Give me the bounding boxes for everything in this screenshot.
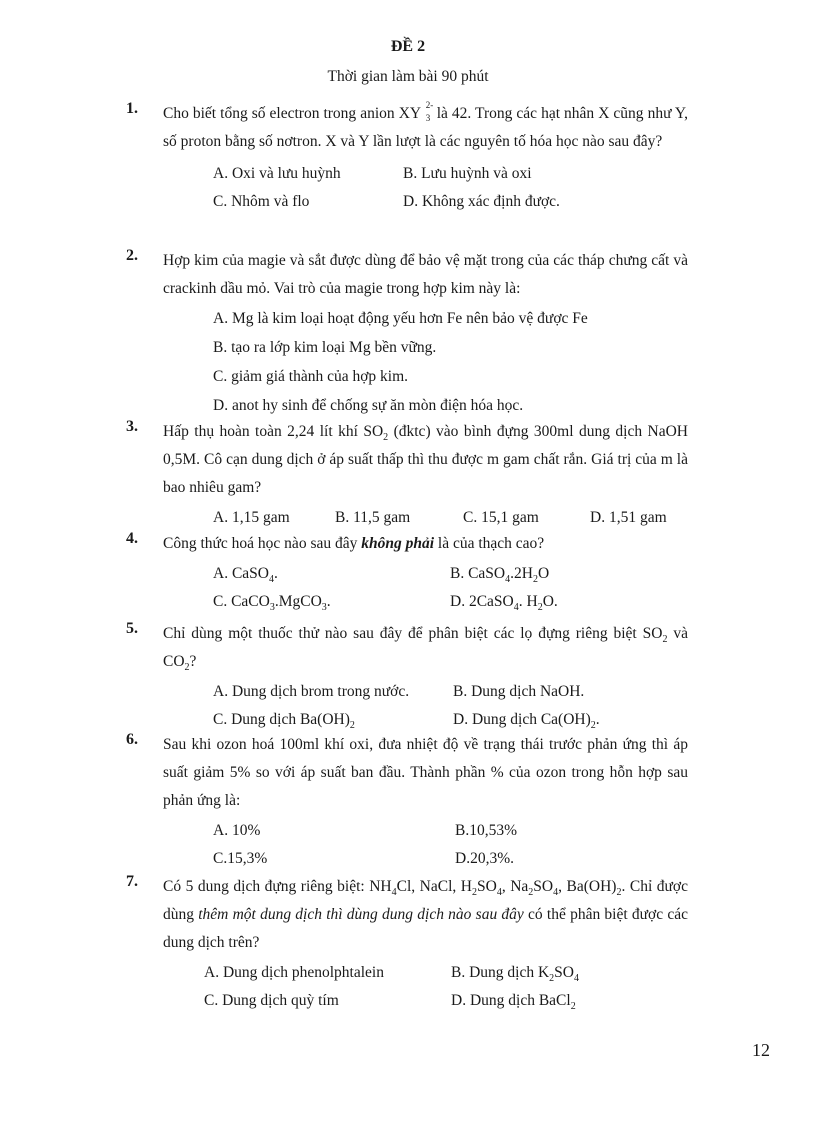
- formula: .: [595, 711, 600, 728]
- subscript: 4: [391, 887, 397, 899]
- question-number: 1.: [126, 100, 138, 117]
- option-a[interactable]: A. Mg là kim loại hoạt động yếu hơn Fe nên bảo vệ được Fe: [213, 310, 588, 327]
- option-d[interactable]: D. 1,51 gam: [590, 509, 667, 526]
- formula: D. Dung dịch BaCl: [451, 992, 571, 1009]
- subscript: 2: [532, 574, 538, 586]
- question-1: [126, 100, 688, 216]
- text-part: SO: [533, 878, 554, 895]
- option-d[interactable]: D.20,3%.: [455, 850, 514, 867]
- subscript: 4: [513, 602, 519, 614]
- text-part: là 42. Trong các hạt nhân X cũng như Y, số proton bằng số nơtron. X và Y lần lượt là các nguyên tố hóa học nào sau đây?: [163, 105, 688, 150]
- anion-formula: [399, 100, 433, 128]
- subscript: 3: [425, 113, 431, 123]
- question-number: 4.: [126, 530, 138, 547]
- text-part: (đktc) vào bình đựng 300ml dung dịch NaOH 0,5M. Cô cạn dung dịch ở áp suất thấp thì thu được m gam chất rắn. Giá trị của m là bao nhiêu gam?: [163, 423, 688, 496]
- question-text: [163, 530, 688, 558]
- question-number: 5.: [126, 620, 138, 637]
- text-part: có thể phân biệt được các dung dịch trên?: [163, 906, 688, 951]
- option-a[interactable]: A. Oxi và lưu huỳnh: [213, 165, 341, 182]
- subscript: 2: [662, 634, 668, 646]
- question-text: [163, 873, 688, 957]
- option-c[interactable]: C. giảm giá thành của hợp kim.: [213, 368, 409, 385]
- text-part: Công thức hoá học nào sau đây: [163, 535, 362, 552]
- answer-options: [213, 305, 688, 421]
- question-text: [163, 100, 688, 156]
- question-4: [126, 530, 688, 616]
- emphasis: không phải: [361, 535, 435, 552]
- question-7: [126, 873, 688, 1015]
- subscript: 2: [184, 662, 190, 674]
- subscript: 2: [349, 720, 355, 732]
- subscript: 4: [553, 887, 559, 899]
- text-part: Chỉ dùng một thuốc thử nào sau đây để phân biệt các lọ đựng riêng biệt SO: [163, 625, 663, 642]
- option-c[interactable]: [213, 706, 355, 734]
- text-part: , Na: [501, 878, 529, 895]
- option-a[interactable]: [213, 560, 278, 588]
- subscript: 2: [590, 720, 596, 732]
- formula: B. Dung dịch K: [451, 964, 550, 981]
- subscript: 2: [549, 973, 555, 985]
- option-b[interactable]: B. Dung dịch NaOH.: [453, 683, 585, 700]
- subscript: 2: [383, 432, 389, 444]
- option-c[interactable]: C. Dung dịch quỳ tím: [204, 992, 339, 1009]
- question-text: Sau khi ozon hoá 100ml khí oxi, đưa nhiệt độ về trạng thái trước phản ứng thì áp suất giảm 5% so với áp suất ban đầu. Thành phần % của ozon trong hỗn hợp sau phản ứng là:: [163, 736, 688, 809]
- text-part: Hấp thụ hoàn toàn 2,24 lít khí SO: [163, 423, 384, 440]
- question-text: [163, 620, 688, 676]
- text-part: Có 5 dung dịch đựng riêng biệt: NH: [163, 878, 392, 895]
- option-a[interactable]: A. 10%: [213, 822, 261, 839]
- formula: O: [537, 565, 550, 582]
- formula: . H: [518, 593, 538, 610]
- text-part: , Ba(OH): [558, 878, 617, 895]
- emphasis: thêm một dung dịch thì dùng dung dịch nào sau đây: [198, 906, 524, 923]
- question-text: [163, 418, 688, 502]
- formula: D. 2CaSO: [450, 593, 514, 610]
- question-text: Hợp kim của magie và sắt được dùng để bảo vệ mặt trong của các tháp chưng cất và crackinh dầu mỏ. Vai trò của magie trong hợp kim này là:: [163, 252, 688, 297]
- formula: .: [326, 593, 331, 610]
- answer-options: [213, 678, 688, 734]
- option-a[interactable]: A. Dung dịch brom trong nước.: [213, 683, 410, 700]
- option-b[interactable]: B.10,53%: [455, 822, 517, 839]
- option-b[interactable]: B. tạo ra lớp kim loại Mg bền vững.: [213, 339, 437, 356]
- text-part: . Chỉ được dùng: [163, 878, 688, 923]
- subscript: 4: [505, 574, 511, 586]
- page-number: 12: [752, 1040, 770, 1060]
- question-number: 3.: [126, 418, 138, 435]
- option-a[interactable]: A. Dung dịch phenolphtalein: [204, 964, 384, 981]
- option-c[interactable]: C.15,3%: [213, 850, 268, 867]
- question-6: [126, 731, 688, 873]
- answer-options: [204, 959, 688, 1015]
- option-c[interactable]: [213, 588, 331, 616]
- formula: A. CaSO: [213, 565, 269, 582]
- subscript: 2: [537, 602, 543, 614]
- subscript: 4: [268, 574, 274, 586]
- option-d[interactable]: [451, 987, 576, 1015]
- text-part: Cl, NaCl, H: [396, 878, 472, 895]
- formula: C. CaCO: [213, 593, 270, 610]
- subscript: 2: [528, 887, 534, 899]
- option-d[interactable]: [453, 706, 600, 734]
- answer-options: [213, 504, 688, 532]
- text-part: và CO: [163, 625, 688, 670]
- subscript: 4: [574, 973, 579, 985]
- question-number: 2.: [126, 247, 138, 264]
- exam-title: ĐỀ 2: [390, 38, 426, 55]
- exam-duration: Thời gian làm bài 90 phút: [327, 68, 489, 85]
- subscript: 2: [471, 887, 477, 899]
- question-2: [126, 247, 688, 421]
- subscript: 4: [496, 887, 502, 899]
- formula: D. Dung dịch Ca(OH): [453, 711, 591, 728]
- answer-options: [213, 160, 688, 216]
- option-c[interactable]: C. 15,1 gam: [463, 509, 539, 526]
- formula: .: [273, 565, 278, 582]
- subscript: 2: [570, 1001, 576, 1013]
- question-3: [126, 418, 688, 532]
- formula: O.: [542, 593, 558, 610]
- charge: 2-: [425, 100, 434, 110]
- option-d[interactable]: D. Không xác định được.: [403, 193, 560, 210]
- text-part: ?: [189, 653, 197, 670]
- answer-options: [213, 560, 688, 616]
- question-number: 6.: [126, 731, 138, 748]
- formula: SO: [554, 964, 574, 981]
- option-b[interactable]: [450, 560, 549, 588]
- subscript: 3: [269, 602, 275, 614]
- option-c[interactable]: C. Nhôm và flo: [213, 193, 310, 210]
- option-a[interactable]: A. 1,15 gam: [213, 509, 290, 526]
- subscript: 2: [616, 887, 622, 899]
- question-number: 7.: [126, 873, 138, 890]
- formula: .MgCO: [274, 593, 322, 610]
- subscript: 3: [321, 602, 327, 614]
- option-d[interactable]: [450, 588, 558, 616]
- answer-options: [213, 817, 688, 873]
- option-b[interactable]: B. Lưu huỳnh và oxi: [403, 165, 532, 182]
- option-b[interactable]: [451, 959, 579, 987]
- question-5: [126, 620, 688, 734]
- option-b[interactable]: B. 11,5 gam: [335, 509, 411, 526]
- option-d[interactable]: D. anot hy sinh để chống sự ăn mòn điện hóa học.: [213, 397, 524, 414]
- text-part: Cho biết tổng số electron trong anion: [163, 105, 399, 122]
- formula: .2H: [510, 565, 533, 582]
- formula: XY: [398, 105, 422, 122]
- text-part: là của thạch cao?: [434, 535, 545, 552]
- text-part: SO: [476, 878, 497, 895]
- formula: B. CaSO: [450, 565, 506, 582]
- formula: C. Dung dịch Ba(OH): [213, 711, 350, 728]
